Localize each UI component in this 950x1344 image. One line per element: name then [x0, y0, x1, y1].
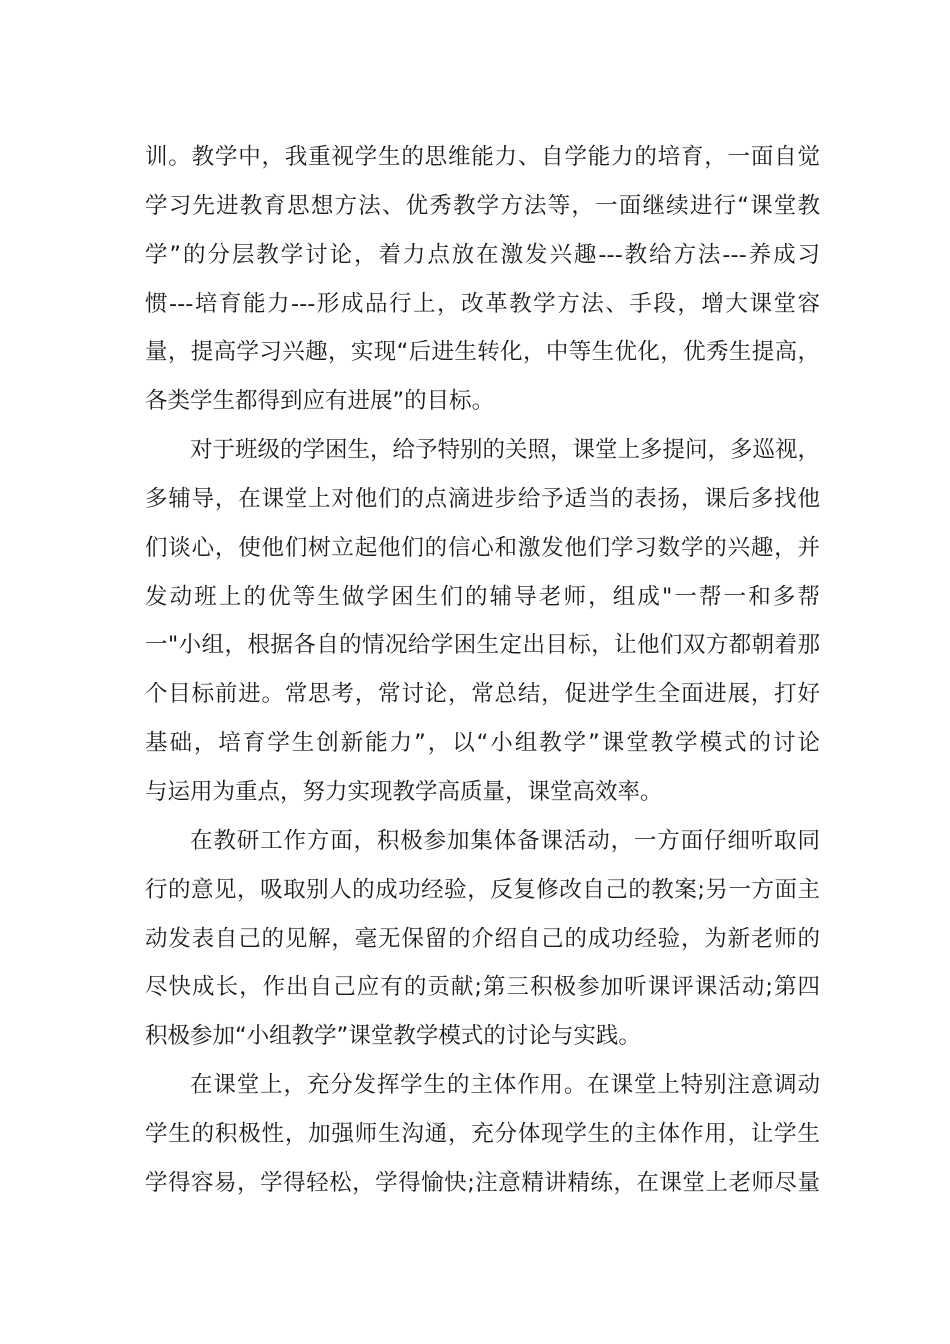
text-line: 尽快成长，作出自己应有的贡献;第三积极参加听课评课活动;第四	[145, 974, 820, 1001]
text-line: 与运用为重点，努力实现教学高质量，课堂高效率。	[145, 778, 663, 805]
paragraph-4	[145, 1061, 820, 1208]
text-line: 个目标前进。常思考，常讨论，常总结，促进学生全面进展，打好	[145, 681, 820, 708]
text-line: 动发表自己的见解，毫无保留的介绍自己的成功经验，为新老师的	[145, 925, 820, 952]
text-line: 基础，培育学生创新能力”，以“小组教学”课堂教学模式的讨论	[145, 730, 820, 757]
text-line: 一"小组，根据各自的情况给学困生定出目标，让他们双方都朝着那	[145, 632, 820, 659]
text-line: 对于班级的学困生，给予特别的关照，课堂上多提问，多巡视，	[190, 437, 821, 464]
text-line: 发动班上的优等生做学困生们的辅导老师，组成"一帮一和多帮	[145, 583, 820, 610]
text-line: 各类学生都得到应有进展”的目标。	[145, 388, 495, 415]
paragraph-2	[145, 426, 820, 817]
text-line: 在课堂上，充分发挥学生的主体作用。在课堂上特别注意调动	[190, 1072, 820, 1099]
text-line: 学得容易，学得轻松，学得愉快;注意精讲精练，在课堂上老师尽量	[145, 1169, 820, 1196]
text-line: 积极参加“小组教学”课堂教学模式的讨论与实践。	[145, 1023, 641, 1050]
paragraph-1	[145, 133, 820, 426]
text-line: 在教研工作方面，积极参加集体备课活动，一方面仔细听取同	[190, 827, 820, 854]
text-line: 学习先进教育思想方法、优秀教学方法等，一面继续进行“课堂教	[145, 192, 820, 219]
text-line: 学生的积极性，加强师生沟通，充分体现学生的主体作用，让学生	[145, 1120, 820, 1147]
text-line: 惯---培育能力---形成品行上，改革教学方法、手段，增大课堂容	[145, 290, 820, 317]
text-line: 们谈心，使他们树立起他们的信心和激发他们学习数学的兴趣，并	[145, 534, 820, 561]
text-line: 学”的分层教学讨论，着力点放在激发兴趣---教给方法---养成习	[145, 241, 820, 268]
text-line: 多辅导，在课堂上对他们的点滴进步给予适当的表扬，课后多找他	[145, 485, 820, 512]
text-line: 量，提高学习兴趣，实现“后进生转化，中等生优化，优秀生提高，	[145, 339, 820, 366]
text-line: 训。教学中，我重视学生的思维能力、自学能力的培育，一面自觉	[145, 144, 820, 170]
document-body	[145, 133, 820, 1208]
paragraph-3	[145, 817, 820, 1061]
text-line: 行的意见，吸取别人的成功经验，反复修改自己的教案;另一方面主	[145, 876, 820, 903]
